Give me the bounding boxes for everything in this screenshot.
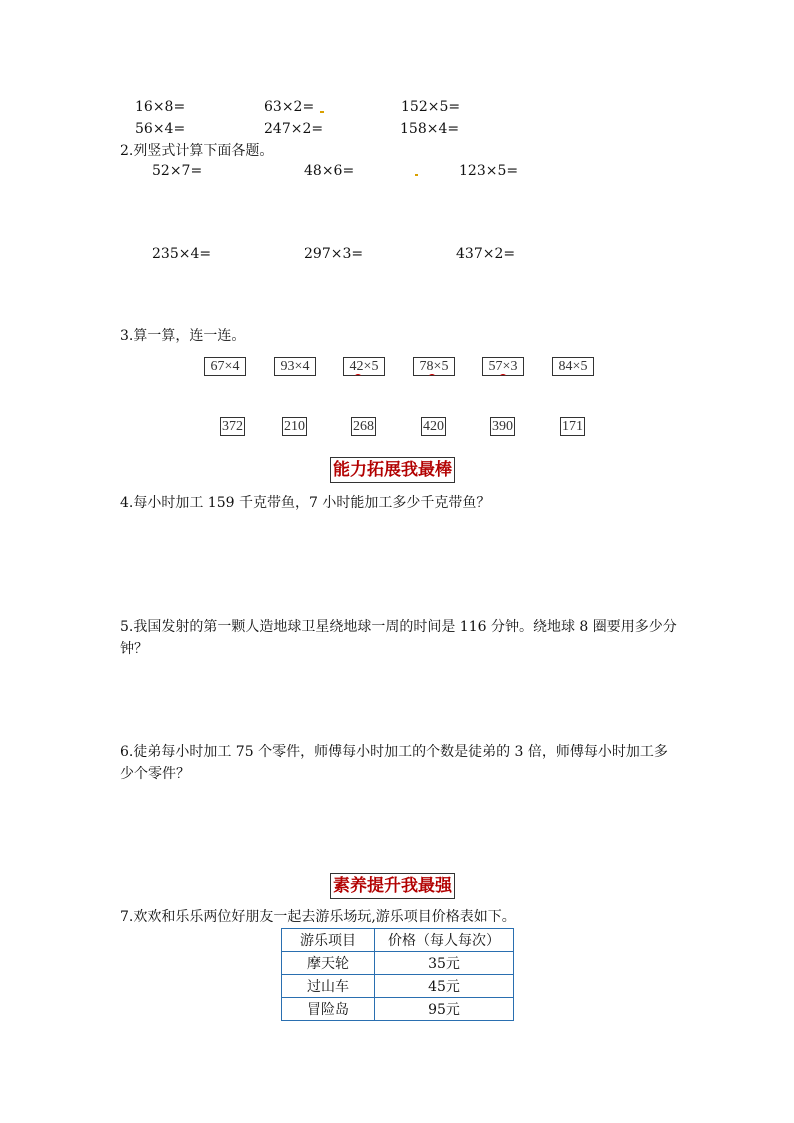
section-2-heading: 2.列竖式计算下面各题。 [120, 143, 274, 159]
vertical-calc-5: 297×3= [304, 246, 364, 262]
match-result[interactable]: 420 [423, 419, 444, 434]
vertical-calc-4: 235×4= [152, 246, 212, 262]
match-result[interactable]: 390 [492, 419, 513, 434]
match-result[interactable]: 372 [222, 419, 243, 434]
match-expression[interactable]: 78×5 [413, 357, 455, 376]
match-expression[interactable]: 67×4 [204, 357, 246, 376]
vertical-calc-1: 52×7= [152, 163, 203, 179]
question-4: 4.每小时加工 159 千克带鱼，7 小时能加工多少千克带鱼？ [120, 495, 491, 511]
vertical-calc-3: 123×5= [459, 163, 519, 179]
section-3-heading: 3.算一算，连一连。 [120, 328, 246, 344]
question-6: 6.徒弟每小时加工 75 个零件，师傅每小时加工的个数是徒弟的 3 倍，师傅每小时加工多少个零件？ [120, 744, 668, 782]
section-banner-ability: 能力拓展我最棒 [330, 457, 455, 483]
section-banner-literacy: 素养提升我最强 [330, 873, 455, 899]
vertical-calc-6: 437×2= [456, 246, 516, 262]
stray-mark [320, 111, 324, 113]
oral-calc-6: 158×4= [400, 121, 460, 137]
match-result[interactable]: 171 [562, 419, 583, 434]
table-cell-item: 摩天轮 [282, 952, 375, 975]
match-expression[interactable]: 84×5 [552, 357, 594, 376]
table-row [282, 975, 514, 998]
oral-calc-5: 247×2= [264, 121, 324, 137]
table-cell-item: 过山车 [282, 975, 375, 998]
table-cell-item: 冒险岛 [282, 998, 375, 1021]
oral-calc-1: 16×8= [135, 99, 186, 115]
match-expression[interactable]: 93×4 [274, 357, 316, 376]
match-result[interactable]: 210 [284, 419, 305, 434]
oral-calc-2: 63×2= [264, 99, 315, 115]
match-result[interactable]: 268 [353, 419, 374, 434]
red-check-mark [355, 374, 361, 378]
match-expression[interactable]: 42×5 [343, 357, 385, 376]
vertical-calc-2: 48×6= [304, 163, 355, 179]
table-header-row [282, 929, 514, 952]
question-5: 5.我国发射的第一颗人造地球卫星绕地球一周的时间是 116 分钟。绕地球 8 圈要用多少分钟？ [120, 619, 677, 657]
question-7: 7.欢欢和乐乐两位好朋友一起去游乐场玩,游乐项目价格表如下。 [120, 909, 516, 925]
table-row [282, 998, 514, 1021]
stray-mark [415, 174, 418, 176]
table-header: 价格（每人每次） [375, 929, 514, 952]
red-check-mark [500, 374, 506, 378]
oral-calc-4: 56×4= [135, 121, 186, 137]
table-header: 游乐项目 [282, 929, 375, 952]
table-cell-price: 95元 [375, 998, 514, 1021]
red-check-mark [429, 374, 435, 378]
match-expression[interactable]: 57×3 [482, 357, 524, 376]
oral-calc-3: 152×5= [401, 99, 461, 115]
table-row [282, 952, 514, 975]
table-cell-price: 45元 [375, 975, 514, 998]
price-table [281, 928, 514, 1021]
table-cell-price: 35元 [375, 952, 514, 975]
